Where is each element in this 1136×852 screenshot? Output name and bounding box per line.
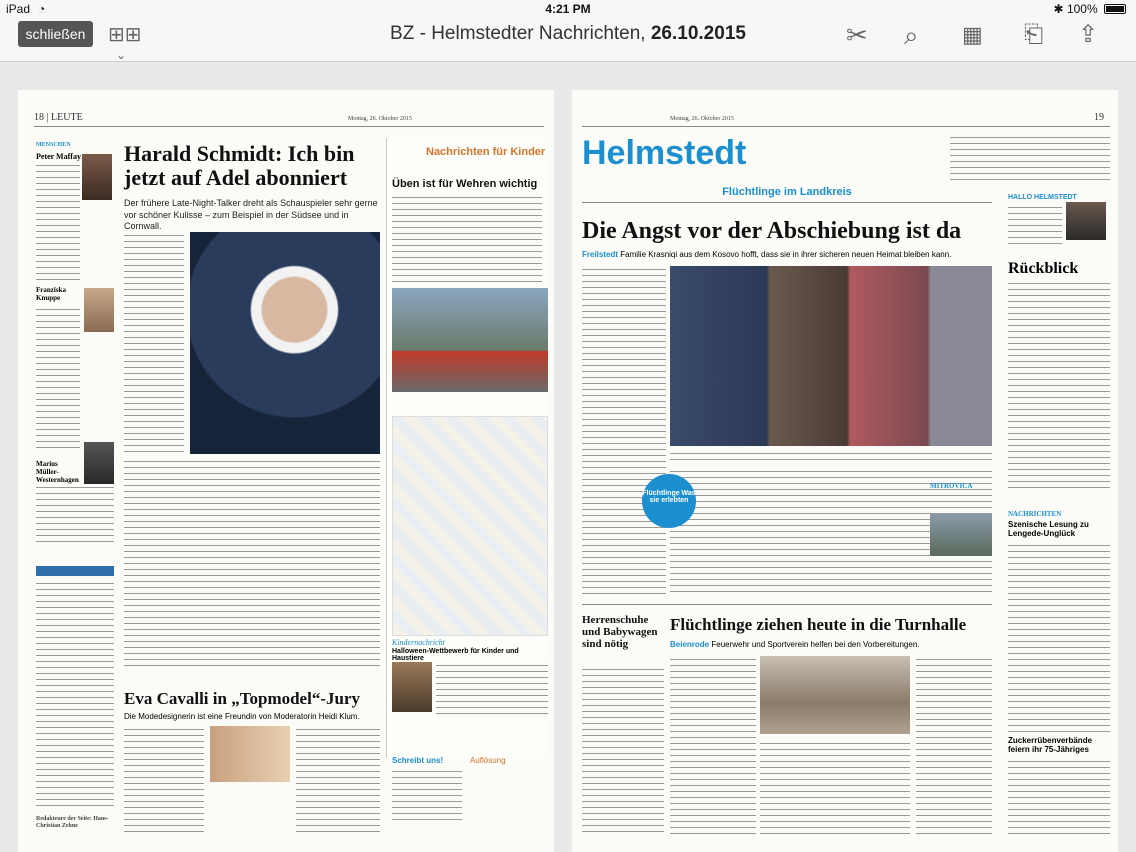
- portrait-photo: [84, 442, 114, 490]
- battery-indicator: [1054, 2, 1126, 16]
- issue-title: BZ - Helmstedter Nachrichten, 26.10.2015: [390, 23, 746, 44]
- main-headline: Harald Schmidt: Ich bin jetzt auf Adel abonniert: [124, 141, 355, 191]
- kids-section-label: Kindernachricht: [392, 638, 445, 647]
- date-line: Montag, 26. Oktober 2015: [670, 116, 734, 122]
- clock: 4:21 PM: [545, 2, 591, 16]
- kids-news-logo: Nachrichten für Kinder: [426, 146, 546, 158]
- cavalli-photo[interactable]: [210, 726, 290, 782]
- main-subhead: Der frühere Late-Night-Talker dreht als Schauspieler sehr gerne vor schöner Kulisse – zum Beispiel in der Südsee und in Cornwall.: [124, 198, 378, 232]
- scissors-icon[interactable]: ✂: [846, 20, 868, 50]
- bookmark-icon[interactable]: ⎗: [1024, 21, 1044, 48]
- mitrovica-box-label: MITROVICA: [930, 482, 973, 490]
- person-name: Peter Maffay: [36, 152, 81, 161]
- portrait-photo: [84, 288, 114, 332]
- portrait-photo: [82, 154, 112, 200]
- page-header: 18 | LEUTE: [34, 112, 83, 123]
- reader-toolbar: [0, 18, 1136, 62]
- layout-grid-icon[interactable]: ▦: [962, 22, 983, 47]
- secondary-headline: Herrenschuhe und Babywagen sind nötig: [582, 614, 658, 651]
- news-label: NACHRICHTEN: [1008, 510, 1062, 518]
- bluetooth-icon: ✱: [1053, 2, 1064, 16]
- solution-label: Auflösung: [470, 756, 506, 765]
- page-overview-icon[interactable]: ⊞⊞: [108, 24, 142, 46]
- news-headline: Szenische Lesung zu Lengede-Unglück: [1008, 520, 1089, 538]
- close-button[interactable]: schließen: [18, 21, 93, 47]
- newspaper-page-left[interactable]: [18, 90, 554, 852]
- lotto-box-header: [36, 566, 114, 576]
- search-icon[interactable]: ⌕: [904, 20, 919, 50]
- family-photo[interactable]: [670, 266, 992, 446]
- wifi-icon: ◔: [38, 2, 46, 16]
- person-name: Marius Müller-Westernhagen: [36, 460, 79, 484]
- write-us-label: Schreibt uns!: [392, 756, 444, 765]
- device-label: iPad: [6, 2, 31, 16]
- main-headline: Die Angst vor der Abschiebung ist da: [582, 218, 962, 244]
- turnhalle-subhead: Beienrode Feuerwehr und Sportverein helfen bei den Vorbereitungen.: [670, 640, 920, 649]
- turnhalle-headline: Flüchtlinge ziehen heute in die Turnhalle: [670, 615, 967, 634]
- battery-icon: [1104, 4, 1126, 14]
- page-credit: Redakteure der Seite: Hans-Christian Zehne: [36, 816, 109, 829]
- chevron-down-icon[interactable]: ⌄: [116, 48, 127, 62]
- harald-schmidt-photo[interactable]: [190, 232, 380, 454]
- person-name: Franziska Knuppe: [36, 286, 66, 302]
- refugee-badge: Flüchtlinge Was sie erlebten: [642, 474, 696, 528]
- reporter-photo: [1066, 202, 1106, 240]
- mitrovica-photo: [930, 514, 992, 556]
- date-line: Montag, 26. Oktober 2015: [348, 116, 412, 122]
- cavalli-subhead: Die Modedesignerin ist eine Freundin von Moderatorin Heidi Klum.: [124, 712, 360, 721]
- hallo-label: HALLO HELMSTEDT: [1008, 194, 1077, 201]
- firefighter-photo[interactable]: [392, 288, 548, 392]
- review-headline: Rückblick: [1008, 260, 1079, 277]
- main-subhead: Freilstedt Familie Krasniqi aus dem Kosovo hofft, dass sie in ihrer sicheren neuen Heimat bleiben kann.: [582, 250, 952, 259]
- sidebar-tag: MENSCHEN: [36, 142, 71, 148]
- newspaper-page-right[interactable]: [572, 90, 1118, 852]
- news-headline: Zuckerrübenverbände feiern ihr 75-Jähriges: [1008, 736, 1093, 754]
- status-bar: [0, 0, 1136, 18]
- page-number: 19: [1094, 112, 1104, 123]
- kids-headline: Üben ist für Wehren wichtig: [392, 178, 538, 190]
- kids-subheadline: Halloween-Wettbewerb für Kinder und Haustiere: [392, 648, 519, 662]
- share-icon[interactable]: ⇪: [1078, 21, 1099, 48]
- gym-photo[interactable]: [760, 656, 910, 734]
- section-line: Flüchtlinge im Landkreis: [722, 186, 852, 198]
- puzzle-illustration[interactable]: [392, 416, 548, 636]
- kids-photo: [392, 662, 432, 712]
- battery-percent: 100%: [1066, 2, 1098, 16]
- local-masthead: Helmstedt: [582, 134, 747, 172]
- cavalli-headline: Eva Cavalli in „Topmodel“-Jury: [124, 689, 360, 708]
